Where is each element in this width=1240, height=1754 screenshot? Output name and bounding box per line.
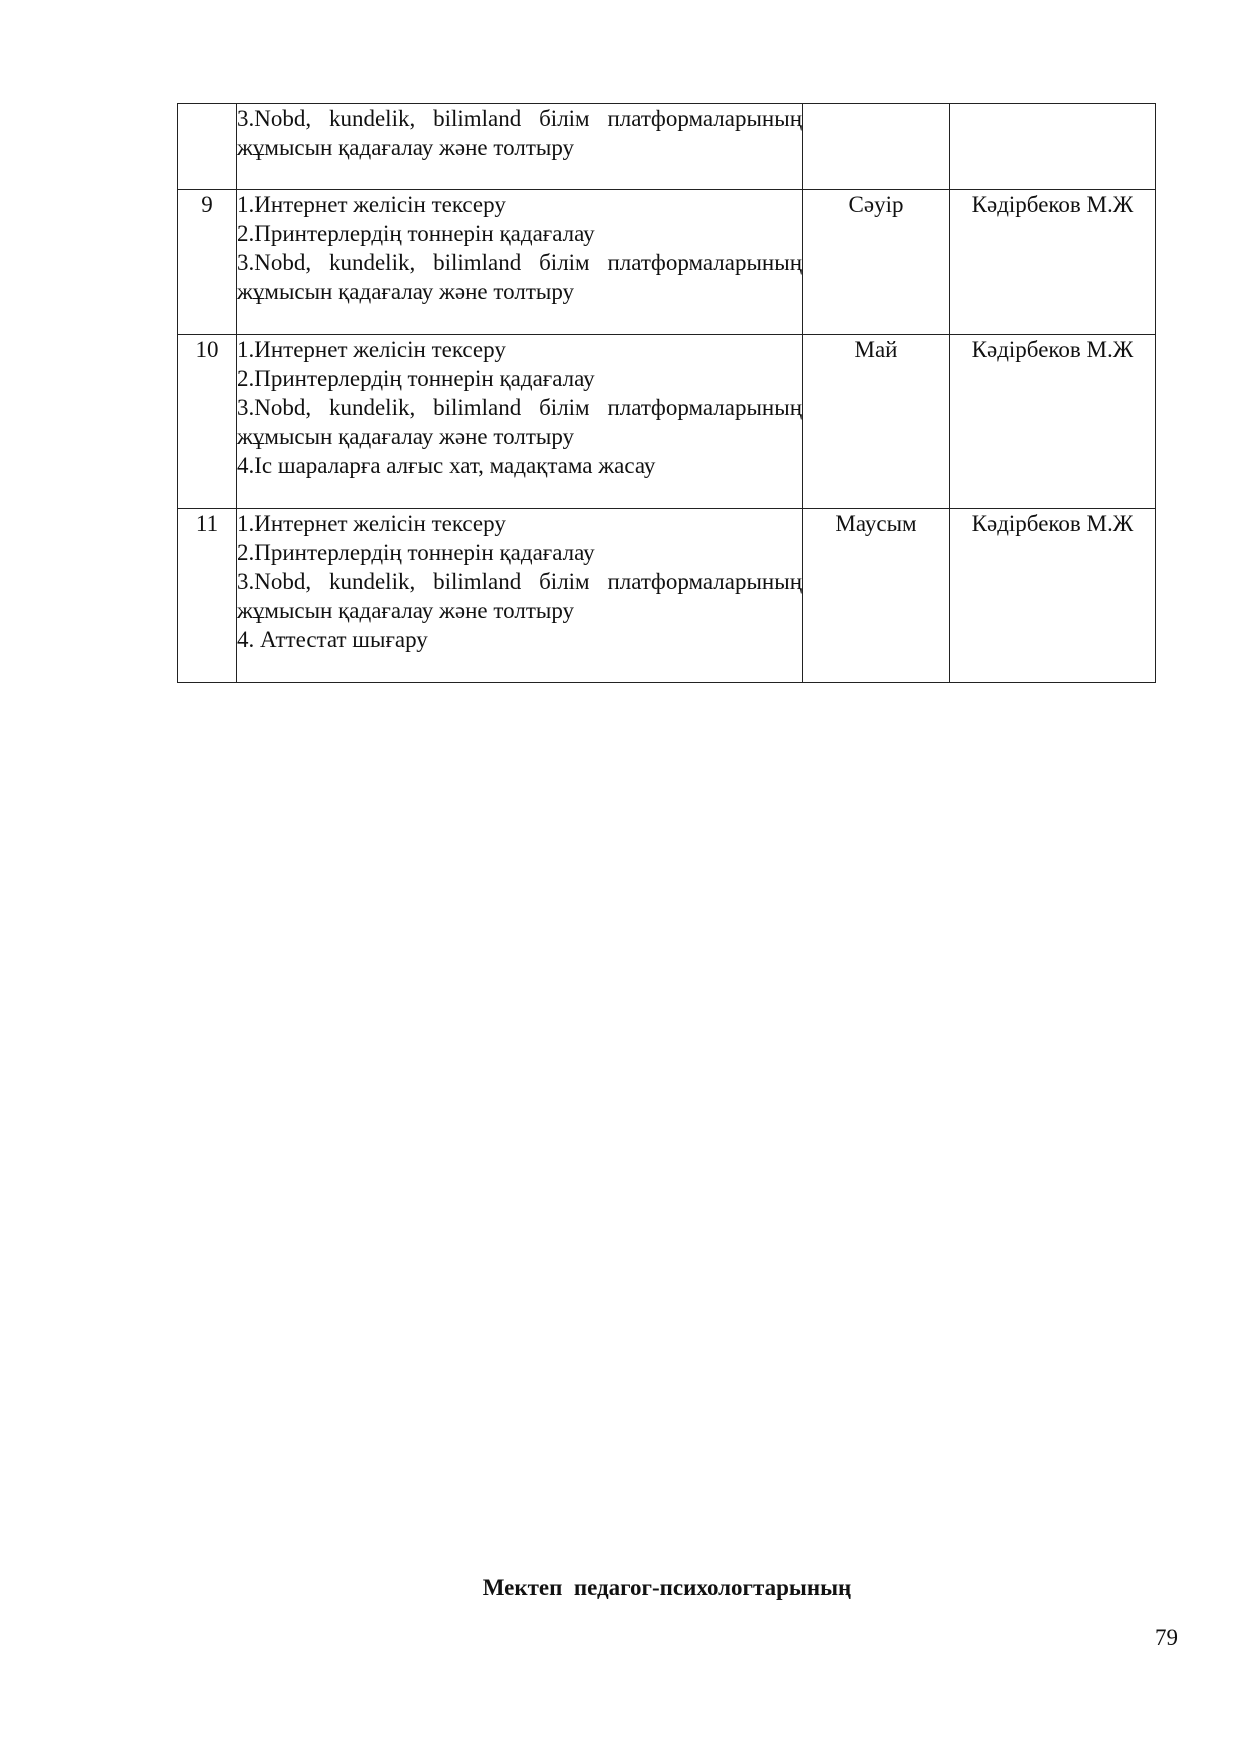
work-plan-table xyxy=(177,103,1156,683)
task-item: 1.Интернет желісін тексеру xyxy=(237,192,506,217)
task-item: 4.Іс шараларға алғыс хат, мадақтама жасау xyxy=(237,453,656,478)
task-item: 3.Nobd, kundelik, bilimland білім платформаларының жұмысын қадағалау және толтыру xyxy=(237,250,802,304)
row-number-cell: 11 xyxy=(178,509,237,683)
row-number-cell: 10 xyxy=(178,335,237,509)
row-number-cell: 9 xyxy=(178,190,237,335)
tasks-cell xyxy=(237,190,803,335)
month-cell: Сәуір xyxy=(803,190,950,335)
responsible-cell: Кәдірбеков М.Ж xyxy=(950,509,1156,683)
row-number-cell xyxy=(178,104,237,190)
tasks-cell xyxy=(237,335,803,509)
task-item: 1.Интернет желісін тексеру xyxy=(237,511,506,536)
task-item: 3.Nobd, kundelik, bilimland білім платформаларының жұмысын қадағалау және толтыру xyxy=(237,569,802,623)
page-number: 79 xyxy=(1155,1625,1178,1650)
task-item: 1.Интернет желісін тексеру xyxy=(237,337,506,362)
task-item: 2.Принтерлердің тоннерін қадағалау xyxy=(237,366,595,391)
task-item: 3.Nobd, kundelik, bilimland білім платформаларының жұмысын қадағалау және толтыру xyxy=(237,395,802,449)
responsible-cell: Кәдірбеков М.Ж xyxy=(950,335,1156,509)
table-row xyxy=(178,509,1156,683)
responsible-cell xyxy=(950,104,1156,190)
task-item: 4. Аттестат шығару xyxy=(237,627,428,652)
tasks-cell xyxy=(237,509,803,683)
table-row xyxy=(178,190,1156,335)
task-item: 2.Принтерлердің тоннерін қадағалау xyxy=(237,221,595,246)
month-cell: Маусым xyxy=(803,509,950,683)
month-cell: Май xyxy=(803,335,950,509)
month-cell xyxy=(803,104,950,190)
table-row xyxy=(178,335,1156,509)
section-title: Мектеп педагог-психологтарының xyxy=(482,1575,852,1600)
task-item: 2.Принтерлердің тоннерін қадағалау xyxy=(237,540,595,565)
tasks-cell xyxy=(237,104,803,190)
responsible-cell: Кәдірбеков М.Ж xyxy=(950,190,1156,335)
table-row xyxy=(178,104,1156,190)
task-item: 3.Nobd, kundelik, bilimland білім платформаларының жұмысын қадағалау және толтыру xyxy=(237,106,802,160)
